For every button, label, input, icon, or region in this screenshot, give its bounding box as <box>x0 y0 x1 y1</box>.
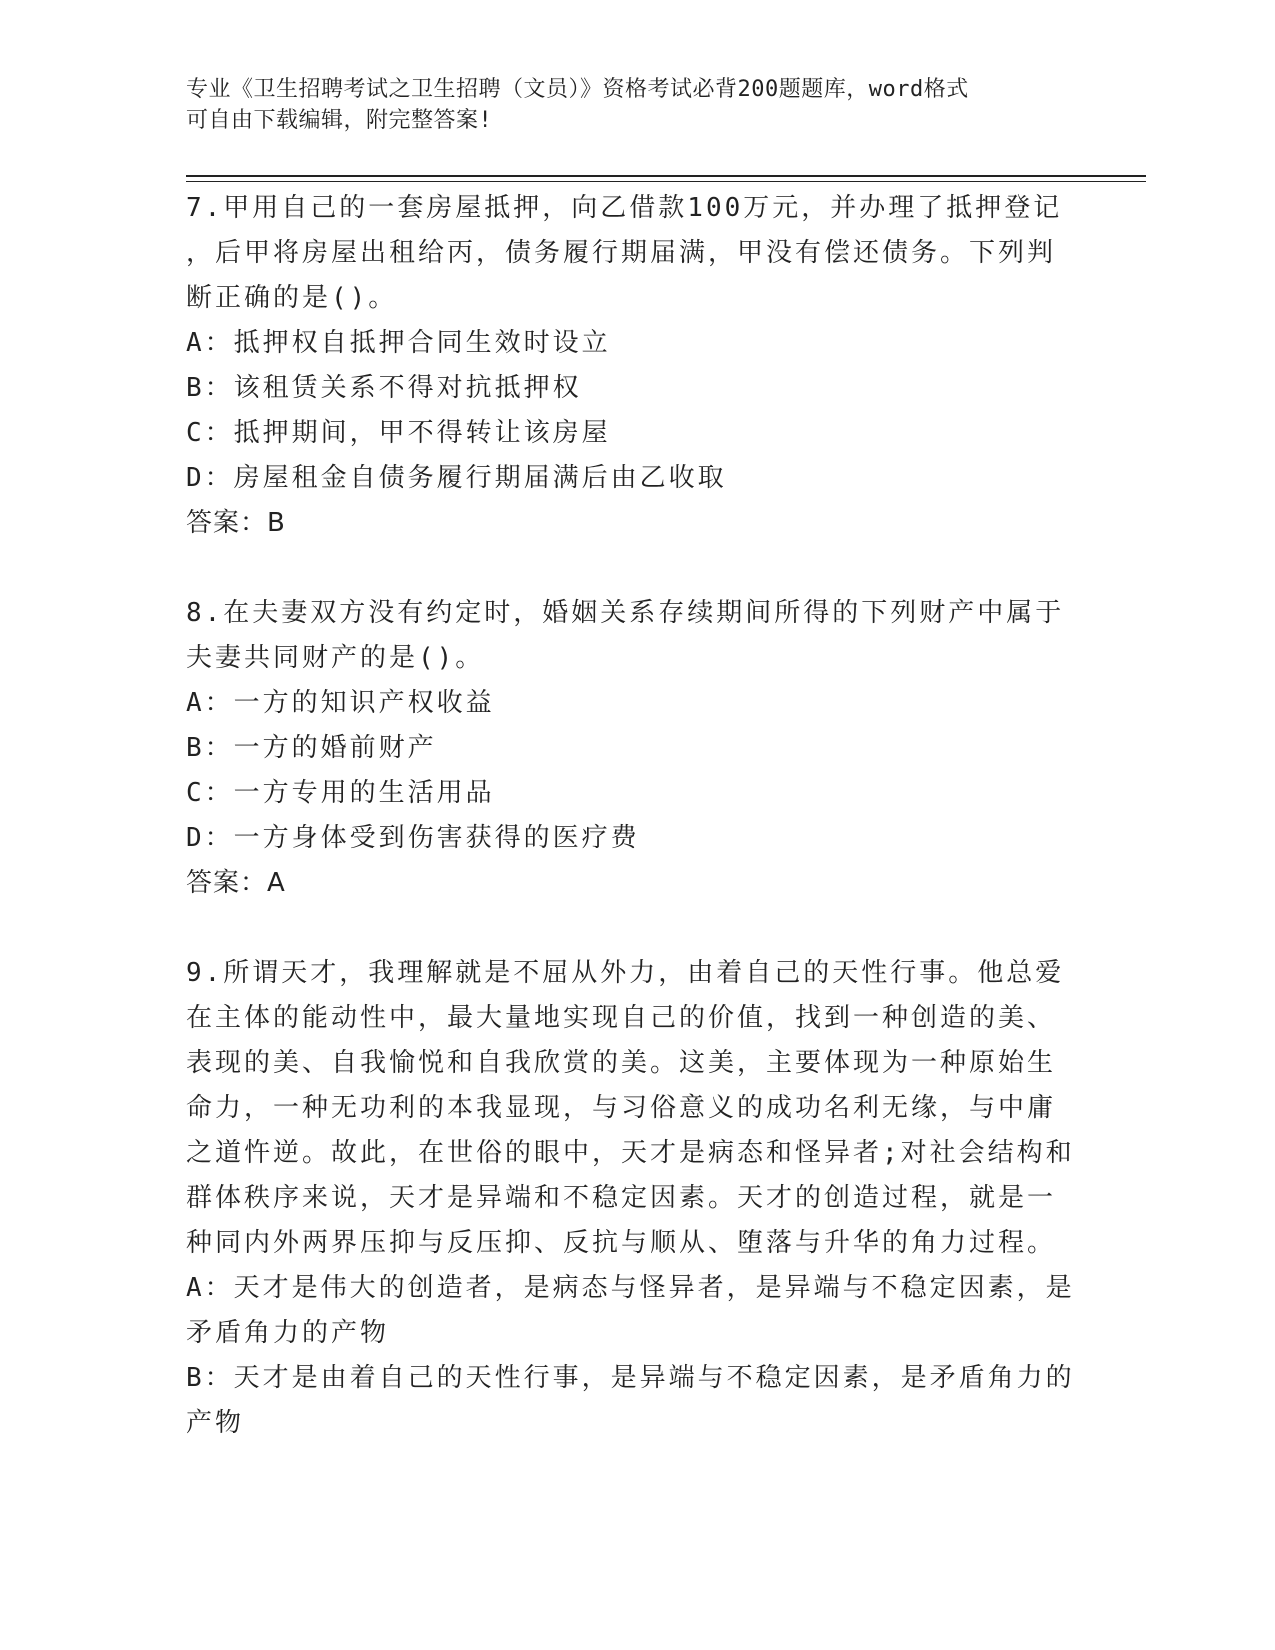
answer: 答案：B <box>186 508 286 538</box>
option-a-continued: 矛盾角力的产物 <box>186 1318 390 1348</box>
option-a: A：抵押权自抵押合同生效时设立 <box>186 328 611 358</box>
question-stem: 群体秩序来说，天才是异端和不稳定因素。天才的创造过程，就是一 <box>186 1183 1057 1213</box>
question-9 <box>186 951 1086 1446</box>
question-8 <box>186 591 1086 906</box>
question-stem: ，后甲将房屋出租给丙，债务履行期届满，甲没有偿还债务。下列判 <box>186 238 1057 268</box>
header-line: 可自由下载编辑，附完整答案! <box>186 108 493 133</box>
option-b-continued: 产物 <box>186 1408 245 1438</box>
option-b: B：天才是由着自己的天性行事，是异端与不稳定因素，是矛盾角力的 <box>186 1363 1075 1393</box>
question-stem: 7.甲用自己的一套房屋抵押，向乙借款100万元，并办理了抵押登记 <box>186 193 1063 223</box>
answer: 答案：A <box>186 868 286 898</box>
question-stem: 8.在夫妻双方没有约定时，婚姻关系存续期间所得的下列财产中属于 <box>186 598 1065 628</box>
header-divider-thick <box>186 175 1146 177</box>
question-stem: 表现的美、自我愉悦和自我欣赏的美。这美，主要体现为一种原始生 <box>186 1048 1057 1078</box>
header-divider-thin <box>186 181 1146 182</box>
option-d: D：一方身体受到伤害获得的医疗费 <box>186 823 640 853</box>
option-b: B：该租赁关系不得对抗抵押权 <box>186 373 582 403</box>
question-stem: 在主体的能动性中，最大量地实现自己的价值，找到一种创造的美、 <box>186 1003 1057 1033</box>
document-header <box>186 74 1066 136</box>
question-list <box>186 186 1086 1446</box>
question-stem: 断正确的是()。 <box>186 283 398 313</box>
question-stem: 之道忤逆。故此，在世俗的眼中，天才是病态和怪异者;对社会结构和 <box>186 1138 1075 1168</box>
option-a: A：一方的知识产权收益 <box>186 688 495 718</box>
question-7 <box>186 186 1086 546</box>
option-c: C：抵押期间，甲不得转让该房屋 <box>186 418 611 448</box>
option-b: B：一方的婚前财产 <box>186 733 437 763</box>
question-stem: 夫妻共同财产的是()。 <box>186 643 485 673</box>
question-stem: 命力，一种无功利的本我显现，与习俗意义的成功名利无缘，与中庸 <box>186 1093 1057 1123</box>
option-a: A：天才是伟大的创造者，是病态与怪异者，是异端与不稳定因素，是 <box>186 1273 1075 1303</box>
question-stem: 9.所谓天才，我理解就是不屈从外力，由着自己的天性行事。他总爱 <box>186 958 1065 988</box>
option-d: D：房屋租金自债务履行期届满后由乙收取 <box>186 463 727 493</box>
option-c: C：一方专用的生活用品 <box>186 778 495 808</box>
question-stem: 种同内外两界压抑与反压抑、反抗与顺从、堕落与升华的角力过程。 <box>186 1228 1057 1258</box>
header-line: 专业《卫生招聘考试之卫生招聘（文员）》资格考试必背200题题库，word格式 <box>186 77 969 102</box>
